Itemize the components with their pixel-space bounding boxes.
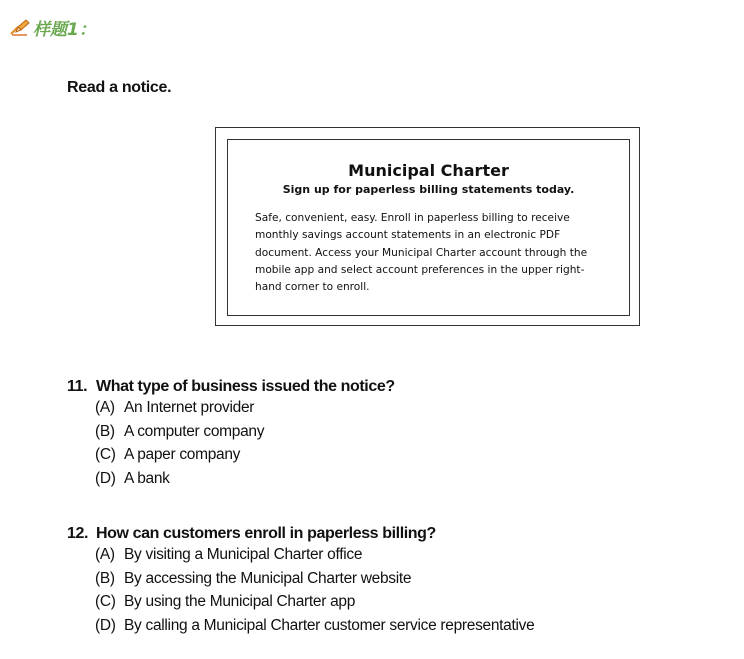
option-c[interactable] <box>95 590 534 614</box>
option-b[interactable] <box>95 567 534 591</box>
option-letter: (D) <box>95 470 116 488</box>
option-letter: (D) <box>95 617 116 635</box>
option-text: By accessing the Municipal Charter website <box>124 569 412 587</box>
option-text: A bank <box>124 470 170 488</box>
option-list <box>95 543 534 638</box>
option-text: A paper company <box>124 446 241 464</box>
question-stem <box>67 525 534 543</box>
option-text: By visiting a Municipal Charter office <box>124 546 363 563</box>
option-letter: (A) <box>95 399 115 416</box>
option-list <box>95 396 395 491</box>
question-12 <box>67 525 534 638</box>
option-a[interactable] <box>95 543 534 567</box>
option-letter: (B) <box>95 422 115 440</box>
notice-body: Safe, convenient, easy. Enroll in paperless billing to receive monthly savings account statements in an electronic PDF document. Access your Municipal Charter account through the mobile app and select account preferences in the upper right-hand corner to enroll. <box>255 212 588 294</box>
sample-title: 样题1： <box>33 19 96 40</box>
question-number: 11. <box>67 378 88 395</box>
question-stem <box>67 378 395 396</box>
option-c[interactable] <box>95 443 395 467</box>
option-letter: (A) <box>95 546 115 563</box>
option-text: An Internet provider <box>124 399 255 416</box>
question-number: 12. <box>67 525 89 542</box>
question-text: How can customers enroll in paperless billing? <box>96 525 436 542</box>
notice-box <box>215 127 640 326</box>
option-a[interactable] <box>95 396 395 420</box>
option-letter: (C) <box>95 593 116 611</box>
question-11 <box>67 378 395 491</box>
option-d[interactable] <box>95 614 534 638</box>
pencil-icon <box>9 17 33 37</box>
option-letter: (B) <box>95 569 115 587</box>
option-text: A computer company <box>124 422 265 440</box>
option-letter: (C) <box>95 446 116 464</box>
notice-title: Municipal Charter <box>348 161 509 180</box>
notice-inner-frame <box>227 139 630 316</box>
option-text: By calling a Municipal Charter customer service representative <box>124 617 535 635</box>
option-b[interactable] <box>95 420 395 444</box>
notice-subtitle: Sign up for paperless billing statements today. <box>282 183 575 196</box>
option-d[interactable] <box>95 467 395 491</box>
sample-header <box>9 16 96 38</box>
option-text: By using the Municipal Charter app <box>124 593 356 611</box>
question-text: What type of business issued the notice? <box>96 378 395 395</box>
instruction: Read a notice. <box>67 79 172 96</box>
